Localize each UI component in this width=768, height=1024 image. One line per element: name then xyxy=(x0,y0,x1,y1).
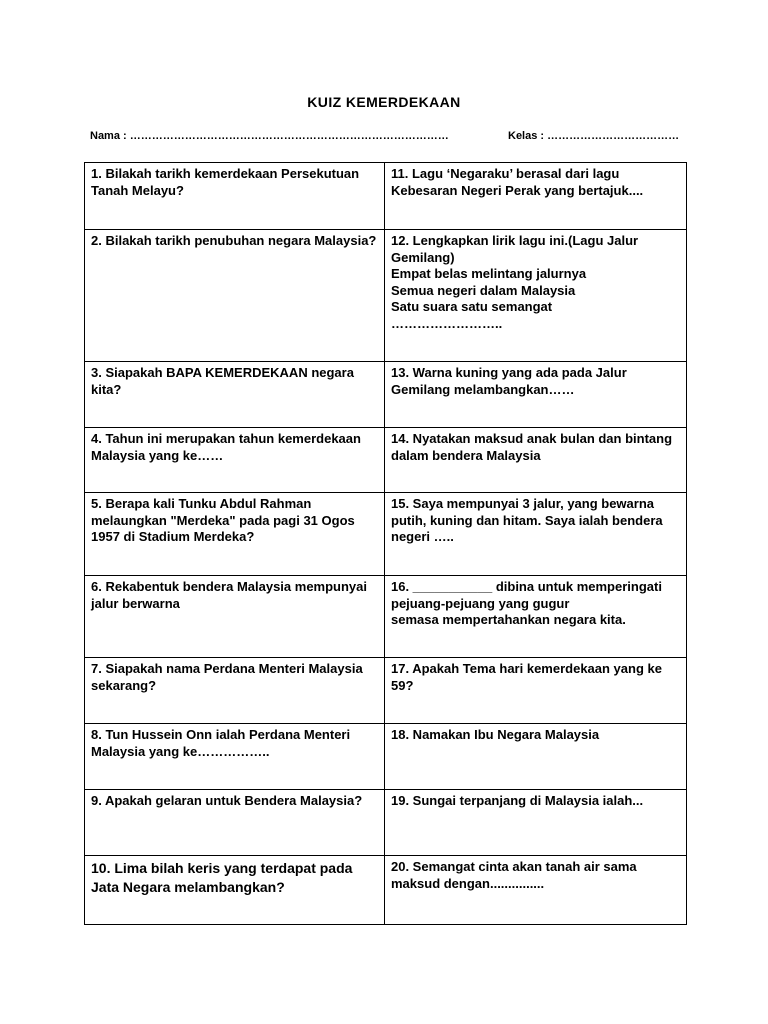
question-cell: 13. Warna kuning yang ada pada Jalur Gemilang melambangkan…… xyxy=(385,362,687,428)
question-cell: 2. Bilakah tarikh penubuhan negara Malaysia? xyxy=(85,230,385,362)
name-field-label: Nama : …………………………………………………………………………… xyxy=(90,130,449,142)
table-row xyxy=(85,790,687,856)
question-cell: 18. Namakan Ibu Negara Malaysia xyxy=(385,724,687,790)
question-cell: 7. Siapakah nama Perdana Menteri Malaysia sekarang? xyxy=(85,658,385,724)
question-cell: 16. ___________ dibina untuk memperingati pejuang-pejuang yang gugur semasa mempertahankan negara kita. xyxy=(385,576,687,658)
table-row xyxy=(85,230,687,362)
table-row xyxy=(85,724,687,790)
question-cell: 14. Nyatakan maksud anak bulan dan bintang dalam bendera Malaysia xyxy=(385,428,687,493)
question-cell: 5. Berapa kali Tunku Abdul Rahman melaungkan "Merdeka" pada pagi 31 Ogos 1957 di Stadium Merdeka? xyxy=(85,493,385,576)
question-cell: 10. Lima bilah keris yang terdapat pada Jata Negara melambangkan? xyxy=(85,856,385,925)
table-row xyxy=(85,362,687,428)
table-row xyxy=(85,856,687,925)
question-cell: 15. Saya mempunyai 3 jalur, yang bewarna putih, kuning dan hitam. Saya ialah bendera negeri ….. xyxy=(385,493,687,576)
question-cell: 3. Siapakah BAPA KEMERDEKAAN negara kita? xyxy=(85,362,385,428)
question-cell: 4. Tahun ini merupakan tahun kemerdekaan Malaysia yang ke…… xyxy=(85,428,385,493)
table-row xyxy=(85,658,687,724)
question-cell: 8. Tun Hussein Onn ialah Perdana Menteri Malaysia yang ke…………….. xyxy=(85,724,385,790)
question-cell: 1. Bilakah tarikh kemerdekaan Persekutuan Tanah Melayu? xyxy=(85,163,385,230)
quiz-title: KUIZ KEMERDEKAAN xyxy=(307,94,461,110)
question-cell: 19. Sungai terpanjang di Malaysia ialah... xyxy=(385,790,687,856)
question-cell: 9. Apakah gelaran untuk Bendera Malaysia? xyxy=(85,790,385,856)
question-cell: 12. Lengkapkan lirik lagu ini.(Lagu Jalur Gemilang) Empat belas melintang jalurnya Semua negeri dalam Malaysia Satu suara satu semangat …………………….. xyxy=(385,230,687,362)
question-cell: 17. Apakah Tema hari kemerdekaan yang ke 59? xyxy=(385,658,687,724)
table-row xyxy=(85,493,687,576)
question-cell: 6. Rekabentuk bendera Malaysia mempunyai jalur berwarna xyxy=(85,576,385,658)
question-table xyxy=(84,162,687,925)
class-field-label: Kelas : ……………………………… xyxy=(508,130,680,142)
table-row xyxy=(85,576,687,658)
table-row xyxy=(85,428,687,493)
question-cell: 11. Lagu ‘Negaraku’ berasal dari lagu Kebesaran Negeri Perak yang bertajuk.... xyxy=(385,163,687,230)
table-row xyxy=(85,163,687,230)
question-cell: 20. Semangat cinta akan tanah air sama maksud dengan............... xyxy=(385,856,687,925)
